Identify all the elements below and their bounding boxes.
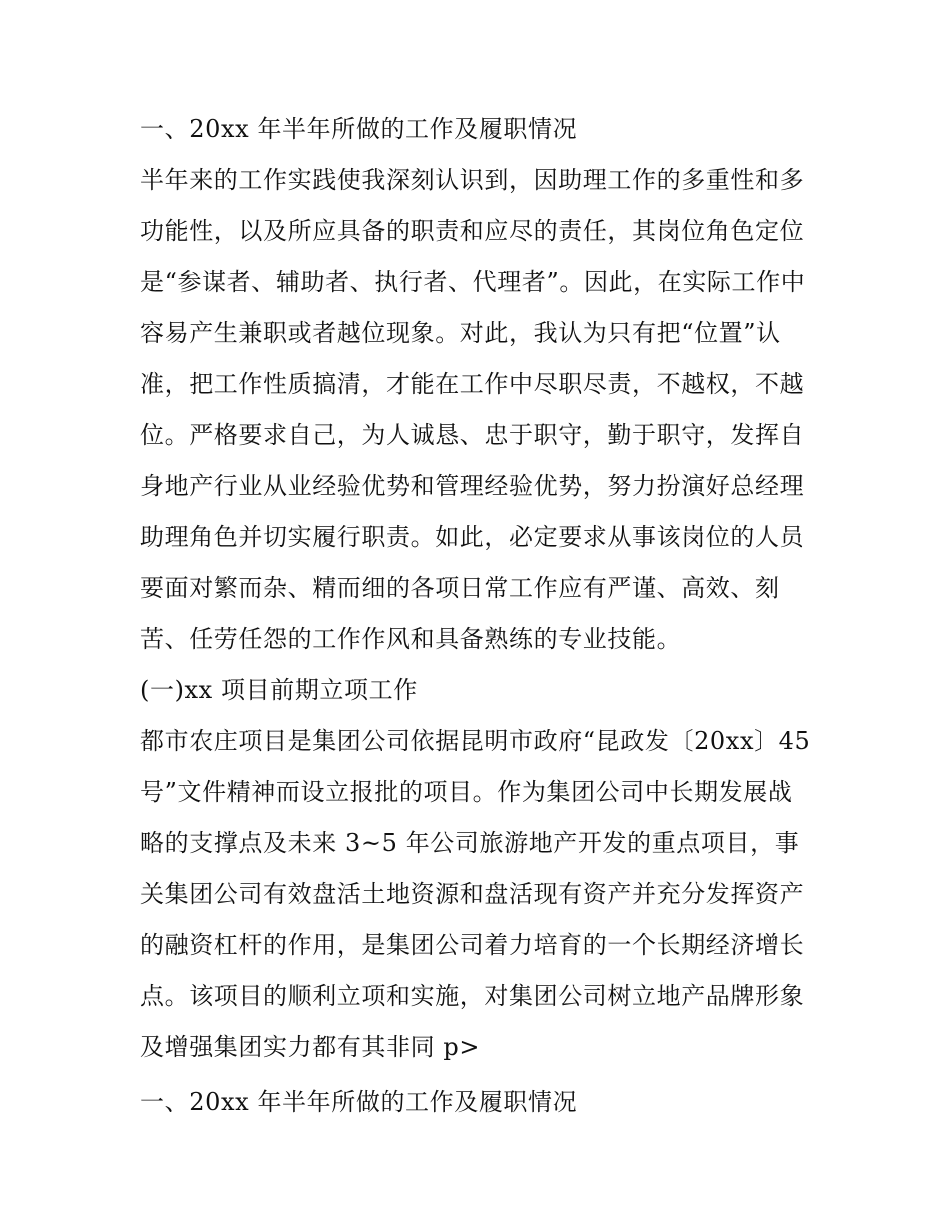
section-heading: 一、20xx 年半年所做的工作及履职情况: [140, 1088, 578, 1116]
paragraph-line: 点。该项目的顺利立项和实施，对集团公司树立地产品牌形象: [140, 982, 805, 1010]
subsection-heading: (一)xx 项目前期立项工作: [140, 676, 418, 704]
paragraph-line: 容易产生兼职或者越位现象。对此，我认为只有把“位置”认: [140, 319, 781, 347]
paragraph-line: 苦、任劳任怨的工作作风和具备熟练的专业技能。: [140, 625, 682, 653]
paragraph-line: 号”文件精神而设立报批的项目。作为集团公司中长期发展战: [140, 778, 793, 806]
paragraph-line: 助理角色并切实履行职责。如此，必定要求从事该岗位的人员: [140, 523, 805, 551]
paragraph-line: 的融资杠杆的作用，是集团公司着力培育的一个长期经济增长: [140, 931, 805, 959]
paragraph-line: 身地产行业从业经验优势和管理经验优势，努力扮演好总经理: [140, 472, 805, 500]
document-body: [140, 104, 820, 1128]
paragraph-line: 是“参谋者、辅助者、执行者、代理者”。因此，在实际工作中: [140, 268, 806, 296]
paragraph-line: 及增强集团实力都有其非同 p>: [140, 1033, 481, 1061]
paragraph-line: 半年来的工作实践使我深刻认识到，因助理工作的多重性和多: [140, 166, 805, 194]
paragraph-line: 略的支撑点及未来 3~5 年公司旅游地产开发的重点项目，事: [140, 829, 800, 857]
paragraph-line: 关集团公司有效盘活土地资源和盘活现有资产并充分发挥资产: [140, 880, 805, 908]
paragraph-line: 准，把工作性质搞清，才能在工作中尽职尽责，不越权，不越: [140, 370, 805, 398]
paragraph-line: 要面对繁而杂、精而细的各项日常工作应有严谨、高效、刻: [140, 574, 780, 602]
paragraph-line: 位。严格要求自己，为人诚恳、忠于职守，勤于职守，发挥自: [140, 421, 805, 449]
section-heading: 一、20xx 年半年所做的工作及履职情况: [140, 115, 578, 143]
paragraph-line: 功能性，以及所应具备的职责和应尽的责任，其岗位角色定位: [140, 217, 805, 245]
paragraph-line: 都市农庄项目是集团公司依据昆明市政府“昆政发〔20xx〕45: [140, 727, 811, 755]
